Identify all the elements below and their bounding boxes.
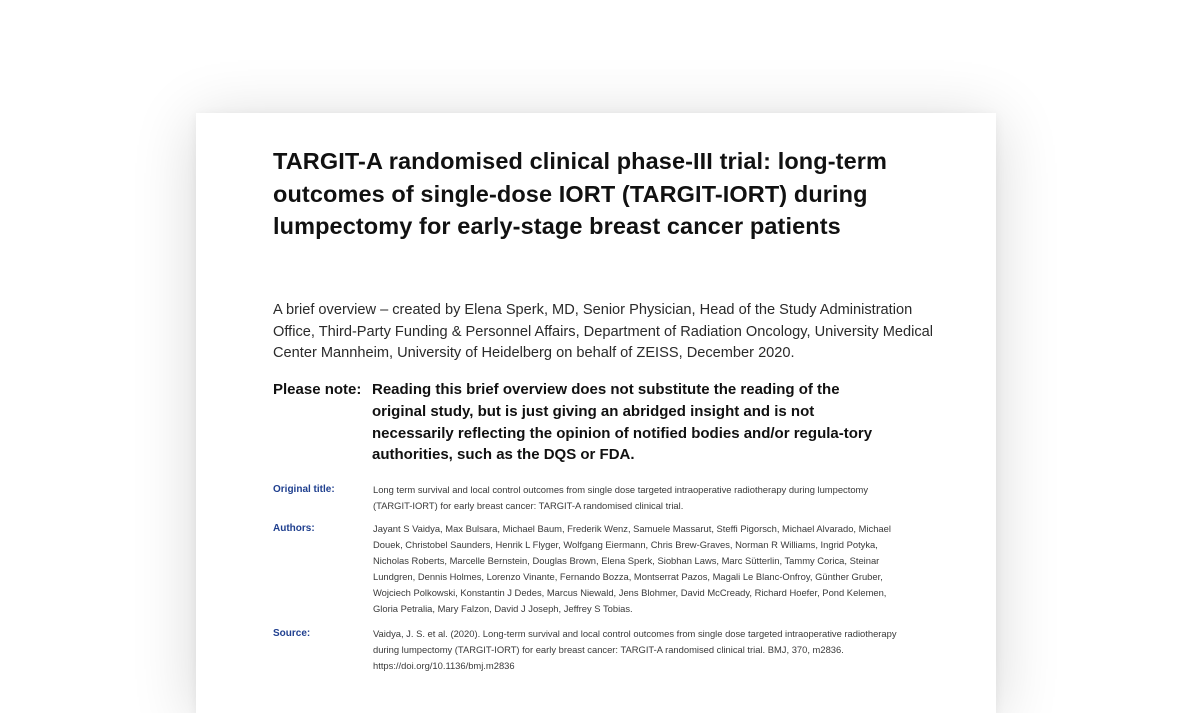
original-title-row <box>273 482 913 514</box>
original-title-value: Long term survival and local control outcomes from single dose targeted intraoperative radiotherapy during lumpectomy (TARGIT-IORT) for early breast cancer: TARGIT-A randomised clinical trial. <box>373 484 869 511</box>
authors-label: Authors: <box>273 523 315 534</box>
document-title: TARGIT-A randomised clinical phase-III trial: long-term outcomes of single-dose IORT (TARGIT-IORT) during lumpectomy for early-stage breast cancer patients <box>273 148 887 239</box>
document-page <box>196 113 996 713</box>
source-value: Vaidya, J. S. et al. (2020). Long-term survival and local control outcomes from single dose targeted intraoperative radiotherapy during lumpectomy (TARGIT-IORT) for early breast cancer: TARGIT-A randomised clinical trial. BMJ, 370, m2836. https://doi.org/10.1136/bmj.m2836 <box>373 628 897 671</box>
source-row <box>273 626 913 674</box>
please-note-label: Please note: <box>273 381 362 398</box>
authors-value: Jayant S Vaidya, Max Bulsara, Michael Baum, Frederik Wenz, Samuele Massarut, Steffi Pigorsch, Michael Alvarado, Michael Douek, Christobel Saunders, Henrik L Flyger, Wolfgang Eiermann, Chris Brew-Graves, Norman R Williams, Ingrid Potyka, Nicholas Roberts, Marcelle Bernstein, Douglas Brown, Elena Sperk, Siobhan Laws, Marc Sütterlin, Tammy Corica, Steinar Lundgren, Dennis Holmes, Lorenzo Vinante, Fernando Bozza, Montserrat Pazos, Magali Le Blanc-Onfroy, Günther Gruber, Wojciech Polkowski, Konstantin J Dedes, Marcus Niewald, Jens Blohmer, David McCready, Richard Hoefer, Pond Kelemen, Gloria Petralia, Mary Falzon, David J Joseph, Jeffrey S Tobias. <box>373 523 891 614</box>
authors-row <box>273 521 913 617</box>
please-note-block <box>273 379 913 466</box>
intro-paragraph: A brief overview – created by Elena Sperk, MD, Senior Physician, Head of the Study Administration Office, Third-Party Funding & Personnel Affairs, Department of Radiation Oncology, University Medical Center Mannheim, University of Heidelberg on behalf of ZEISS, December 2020. <box>273 302 933 361</box>
please-note-text: Reading this brief overview does not substitute the reading of the original study, but is just giving an abridged insight and is not necessarily reflecting the opinion of notified bodies and/or regula-tory authorities, such as the DQS or FDA. <box>372 381 873 464</box>
original-title-label: Original title: <box>273 484 335 495</box>
source-label: Source: <box>273 628 311 639</box>
